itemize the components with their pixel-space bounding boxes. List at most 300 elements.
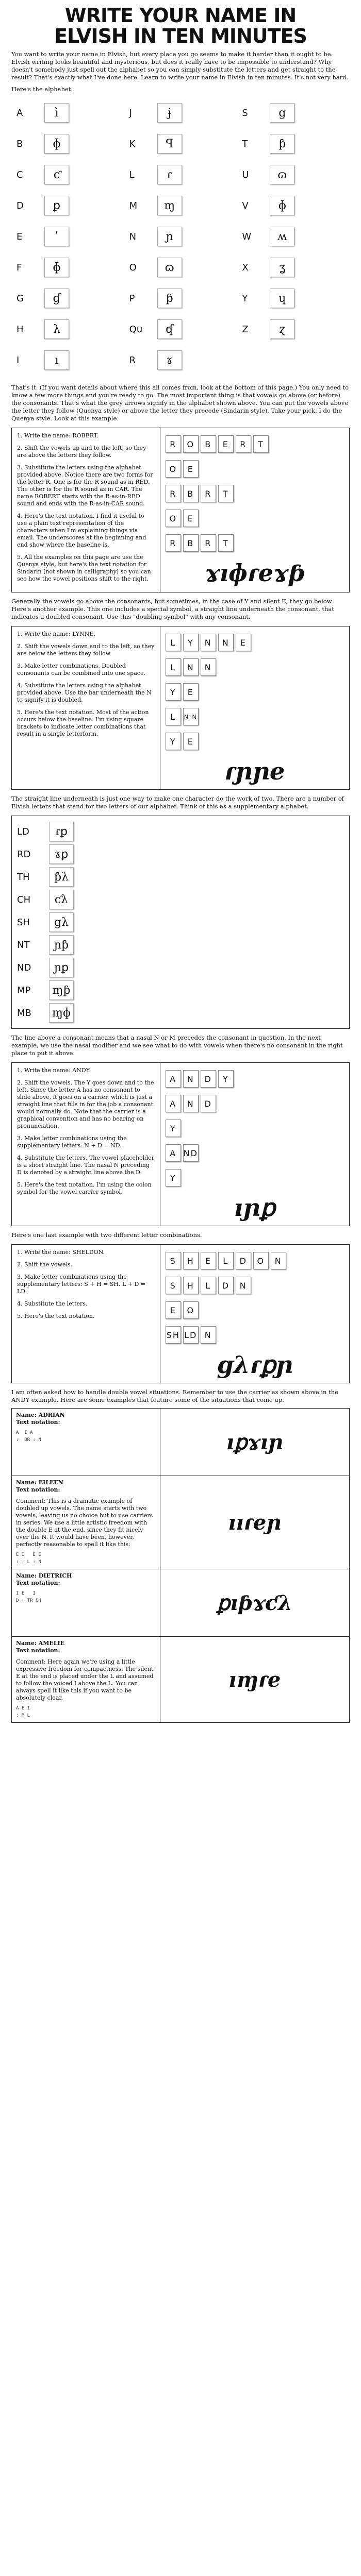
latin-letter: R [129, 354, 136, 366]
alphabet-entry [129, 256, 232, 279]
letter-tile: H [183, 1277, 199, 1294]
alphabet-grid [11, 97, 350, 380]
tengwar-glyph: ʍ [277, 230, 287, 243]
example-steps [12, 1245, 160, 1383]
tengwar-glyph-box [49, 867, 74, 887]
body-paragraph-3: The straight line underneath is just one way to make one character do the work of two. There are a number of Elvish letters that stand for two letters of our alphabet. Think of this as a supplementary alphabet. [11, 795, 344, 810]
tengwar-glyph-box [49, 958, 74, 977]
step: 3. Make letter combinations. Doubled consonants can be combined into one space. [17, 663, 145, 676]
elvish-result: ɾɲɲe [224, 757, 285, 785]
latin-letter: T [242, 138, 248, 149]
case-visual [160, 1637, 349, 1722]
case-notation: A I A : DR : N [16, 1430, 41, 1443]
letter-tile: E [201, 1252, 216, 1269]
tengwar-glyph: ɲƥ [54, 938, 69, 952]
tengwar-glyph-box [157, 196, 182, 215]
tengwar-glyph-box [157, 227, 182, 246]
tengwar-glyph: ɥ [278, 292, 286, 305]
elvish-result: ꝑıƥɤƈλ [217, 1590, 292, 1615]
letter-tile: N [201, 634, 216, 651]
letter-tile: L [166, 708, 181, 725]
letter-tile: T [218, 485, 234, 502]
step: 1. Write the name: SHELDON. [17, 1249, 105, 1256]
letter-tile: L [166, 634, 181, 651]
letter-tile: A [166, 1144, 181, 1162]
alphabet-entry [129, 225, 232, 248]
tengwar-glyph-box [44, 289, 69, 308]
tengwar-glyph-box [44, 196, 69, 215]
step: 4. Substitute the letters. The vowel placeholder is a short straight line. The nasal N preceding D is denoted by a straight line above the D. [17, 1155, 154, 1176]
latin-letter: F [17, 262, 22, 273]
case-visual [160, 1409, 349, 1476]
combo-row [17, 934, 344, 956]
letter-tile: E [166, 1301, 181, 1319]
tengwar-glyph: ı [55, 353, 59, 367]
latin-combo: SH [17, 917, 30, 928]
tengwar-glyph-box [270, 134, 294, 154]
letter-tile: T [253, 435, 269, 453]
case-comment: Comment: Here again we're using a little expressive freedom for compactness. The silent E at the end is placed under the L and assumed to follow the voiced I above the L. You can always spell it like this if you want to be absolutely clear. [16, 1658, 154, 1701]
letter-tile: R [166, 534, 181, 552]
tengwar-glyph-box [157, 134, 182, 154]
tengwar-glyph-box [44, 103, 69, 123]
case-text [12, 1409, 160, 1476]
alphabet-entry [129, 101, 232, 124]
step: 2. Shift the vowels down and to the left, so they are below the letters they follow. [17, 643, 155, 657]
alphabet-entry [17, 318, 119, 341]
tengwar-glyph-box [157, 258, 182, 277]
letter-tile: N [183, 658, 199, 676]
letter-tile: O [166, 510, 181, 527]
tengwar-glyph-box [270, 289, 294, 308]
case-row [11, 1637, 350, 1723]
latin-letter: J [129, 107, 132, 118]
tengwar-glyph: ʠ [166, 323, 174, 336]
alphabet-entry [17, 349, 119, 371]
combo-row [17, 820, 344, 843]
body-paragraph-2: Generally the vowels go above the consonants, but sometimes, in the case of Y and silent E, they go below. Here's another example. This one includes a special symbol, a straight line underneath the consonant, that indicates a doubled consonant. Use this "doubling symbol" with any consonant. [11, 598, 334, 620]
tengwar-glyph: ɸ [53, 137, 61, 150]
alphabet-entry [129, 349, 232, 371]
letter-tile: T [218, 534, 234, 552]
latin-letter: X [242, 262, 249, 273]
step: 3. Make letter combinations using the supplementary letters: S + H = SH. L + D = LD. [17, 1274, 146, 1295]
letter-tile: R [236, 435, 251, 453]
letter-tile: N [183, 1095, 199, 1112]
case-name: Name: DIETRICH [16, 1572, 72, 1579]
elvish-result: ııɾeɲ [228, 1510, 282, 1535]
example-visual [160, 1245, 349, 1383]
tengwar-glyph-box [270, 165, 294, 184]
case-notation: E I E E : : L : N [16, 1552, 41, 1565]
letter-tile: Y [183, 634, 199, 651]
letter-tile: H [183, 1252, 199, 1269]
case-visual [160, 1476, 349, 1569]
step: 3. Substitute the letters using the alphabet provided above. Notice there are two forms for the letter R. One is for the R sound as in RED. The other is for the R sound as in CAR. The name ROBERT starts with the R-as-in-RED sound and ends with the R-as-in-CAR sound. [17, 464, 153, 507]
tengwar-glyph-box [49, 844, 74, 864]
tengwar-glyph-box [157, 103, 182, 123]
elvish-result: ցλɾꝑɲ [216, 1351, 293, 1379]
case-notation: I E I D : TR CH [16, 1591, 41, 1603]
tengwar-glyph-box [49, 912, 74, 932]
latin-combo: MP [17, 985, 31, 996]
latin-letter: E [17, 231, 23, 242]
tengwar-glyph: λ [53, 323, 60, 336]
letter-tile: R [201, 534, 216, 552]
alphabet-entry [129, 318, 232, 341]
letter-tile: Y [166, 683, 181, 701]
tengwar-glyph: ꝑ [53, 199, 60, 212]
tengwar-glyph: ɀ [279, 323, 286, 336]
case-name: Name: ADRIAN [16, 1412, 65, 1418]
tengwar-glyph: ƥ [166, 292, 173, 305]
case-row [11, 1476, 350, 1569]
tile-row [166, 634, 344, 651]
tengwar-glyph: ցλ [54, 916, 69, 929]
tengwar-glyph: ɱɸ [52, 1006, 71, 1020]
body-paragraph-5: Here's one last example with two different letter combinations. [11, 1231, 202, 1239]
combo-row [17, 866, 344, 888]
step: 5. Here's the text notation. I'm using the colon symbol for the vowel carrier symbol. [17, 1181, 152, 1195]
latin-letter: Z [242, 324, 249, 335]
tengwar-glyph: ì [55, 106, 59, 120]
title-line-1: WRITE YOUR NAME IN [64, 4, 297, 27]
step: 5. Here's the text notation. Most of the action occurs below the baseline. I'm using square brackets to indicate letter combinations that result in a single letterform. [17, 709, 149, 737]
latin-letter: M [129, 200, 138, 211]
letter-tile: SH [166, 1326, 181, 1344]
letter-tile: O [166, 460, 181, 478]
tengwar-glyph-box [44, 227, 69, 246]
tengwar-glyph-box [44, 319, 69, 339]
letter-tile: O [183, 1301, 199, 1319]
case-notation-label: Text notation: [16, 1580, 60, 1586]
alphabet-entry [242, 287, 344, 310]
case-row [11, 1569, 350, 1637]
tengwar-glyph: ɲ [166, 230, 173, 243]
step: 4. Substitute the letters. [17, 1300, 88, 1307]
tengwar-glyph: ɷ [277, 168, 287, 181]
tengwar-glyph: ɷ [165, 261, 174, 274]
body-paragraph-1: That's it. (If you want details about where this all comes from, look at the bottom of this page.) You only need to know a few more things and you're ready to go. The most important thing is that vowels go above (or before) the consonants. That's what the grey arrows signify in the alphabet shown above. You can put the vowels above the letter they follow (Quenya style) or above the letter they precede (Sindarin style). Take your pick. I do the Quenya style. Look at this example. [11, 384, 349, 422]
tengwar-glyph-box [157, 350, 182, 370]
supplementary-alphabet [11, 816, 350, 1029]
tile-row [166, 435, 344, 453]
example-visual [160, 626, 349, 789]
case-text [12, 1569, 160, 1636]
alphabet-lead: Here's the alphabet. [11, 86, 73, 93]
body-paragraph-6: I am often asked how to handle double vowel situations. Remember to use the carrier as shown above in the ANDY example. Here are some examples that feature some of the situations that come up. [11, 1388, 338, 1403]
letter-tile: L [166, 658, 181, 676]
latin-letter: N [129, 231, 137, 242]
letter-tile: N N [183, 708, 199, 725]
letter-tile: S [166, 1252, 181, 1269]
tile-row [166, 460, 344, 478]
tengwar-glyph-box [157, 165, 182, 184]
letter-tile: B [201, 435, 216, 453]
example-steps [12, 428, 160, 592]
letter-tile: E [183, 733, 199, 750]
letter-tile: E [183, 683, 199, 701]
letter-tile: N [201, 658, 216, 676]
tengwar-glyph-box [44, 350, 69, 370]
tengwar-glyph: ɱ [164, 199, 175, 212]
case-name: Name: AMELIE [16, 1640, 65, 1647]
step: 2. Shift the vowels up and to the left, so they are above the letters they follow. [17, 445, 146, 459]
letter-tile: R [201, 485, 216, 502]
tile-row [166, 683, 344, 701]
tengwar-glyph-box [49, 822, 74, 841]
tile-row [166, 1169, 344, 1187]
step: 1. Write the name: ANDY. [17, 1067, 91, 1074]
step: 5. Here's the text notation. [17, 1313, 95, 1319]
tile-row [166, 658, 344, 676]
letter-tile: ND [183, 1144, 199, 1162]
combo-row [17, 843, 344, 866]
tile-row [166, 1301, 344, 1319]
elvish-result: ıɲꝑ [234, 1194, 275, 1222]
tengwar-glyph: ƥ [278, 137, 286, 150]
alphabet-entry [17, 132, 119, 155]
latin-combo: TH [17, 871, 30, 883]
tengwar-glyph: ɾ [167, 168, 172, 181]
latin-letter: V [242, 200, 249, 211]
letter-tile: Y [166, 1120, 181, 1137]
tile-row [166, 1144, 344, 1162]
latin-letter: H [17, 324, 24, 335]
case-comment: Comment: This is a dramatic example of doubled up vowels. The name starts with two vowels, leaving us no choice but to use carriers in series. We use a little artistic freedom with the double E at the end, since they fit nicely over the N. It would have been, however, perfectly reasonable to spell it like this: [16, 1498, 153, 1548]
combo-row [17, 888, 344, 911]
letter-tile: D [218, 1277, 234, 1294]
latin-letter: U [242, 169, 249, 180]
letter-tile: D [201, 1095, 216, 1112]
tengwar-glyph-box [157, 289, 182, 308]
case-notation-label: Text notation: [16, 1486, 60, 1493]
letter-tile: E [218, 435, 234, 453]
latin-combo: ND [17, 962, 31, 973]
letter-tile: R [166, 435, 181, 453]
alphabet-entry [242, 318, 344, 341]
alphabet-entry [17, 101, 119, 124]
latin-letter: S [242, 107, 248, 118]
tile-row [166, 1252, 344, 1269]
tile-row [166, 534, 344, 552]
letter-tile: N [236, 1277, 251, 1294]
tengwar-glyph: ɲꝑ [54, 961, 69, 974]
latin-letter: Qu [129, 324, 143, 335]
example-robert [11, 428, 350, 592]
tile-row [166, 1095, 344, 1112]
case-text [12, 1637, 160, 1722]
tile-row [166, 708, 344, 725]
tile-row [166, 1326, 344, 1344]
letter-tile: A [166, 1070, 181, 1088]
tengwar-glyph: ɉ [168, 106, 172, 120]
tengwar-glyph-box [44, 258, 69, 277]
tengwar-glyph: ց [278, 106, 286, 120]
alphabet-entry [17, 163, 119, 186]
alphabet-entry [17, 287, 119, 310]
alphabet-entry [242, 101, 344, 124]
example-lynne [11, 626, 350, 790]
combo-row [17, 911, 344, 934]
step: 1. Write the name: ROBERT. [17, 432, 99, 439]
letter-tile: N [183, 1070, 199, 1088]
case-notation-label: Text notation: [16, 1419, 60, 1426]
latin-letter: G [17, 293, 24, 304]
latin-combo: CH [17, 894, 31, 905]
tengwar-glyph-box [157, 319, 182, 339]
alphabet-entry [242, 225, 344, 248]
title-line-2: ELVISH IN TEN MINUTES [54, 25, 307, 47]
tengwar-glyph: ƈ [53, 168, 60, 181]
example-andy [11, 1062, 350, 1226]
tengwar-glyph-box [49, 1003, 74, 1023]
tengwar-glyph: ɸ [278, 199, 286, 212]
example-sheldon [11, 1244, 350, 1383]
alphabet-entry [242, 194, 344, 217]
letter-tile: E [236, 634, 251, 651]
letter-tile: L [218, 1252, 234, 1269]
alphabet-entry [129, 194, 232, 217]
tengwar-glyph-box [49, 890, 74, 909]
alphabet-entry [242, 256, 344, 279]
case-text [12, 1476, 160, 1569]
combo-row [17, 979, 344, 1002]
elvish-result: ɤıɸɾeɤƥ [204, 559, 305, 587]
tengwar-glyph: ʹ [55, 230, 59, 243]
latin-letter: O [129, 262, 137, 273]
step: 4. Substitute the letters using the alphabet provided above. Use the bar underneath the N to signify it is doubled. [17, 682, 152, 703]
tile-row [166, 485, 344, 502]
letter-tile: O [183, 435, 199, 453]
tengwar-glyph-box [270, 196, 294, 215]
letter-tile: R [166, 485, 181, 502]
letter-tile: Y [218, 1070, 234, 1088]
latin-letter: W [242, 231, 252, 242]
latin-letter: D [17, 200, 24, 211]
tengwar-glyph: ɱƥ [52, 984, 71, 997]
tile-row [166, 1120, 344, 1137]
tengwar-glyph-box [270, 319, 294, 339]
letter-tile: D [201, 1070, 216, 1088]
intro-paragraph: You want to write your name in Elvish, but every place you go seems to make it harder than it ought to be. Elvish writing looks beautiful and mysterious, but does it really have to be impossible to understand? Why doesn't somebody just spell out the alphabet so you can simply substitute the letters and get straight to the result? That's exactly what I've done here. Learn to write your name in Elvish in ten minutes. It's not very hard. [11, 50, 349, 81]
tengwar-glyph: ɤꝑ [54, 848, 69, 861]
step: 3. Make letter combinations using the supplementary letters: N + D = ND. [17, 1135, 127, 1149]
letter-tile: N [218, 634, 234, 651]
tile-row [166, 1070, 344, 1088]
tile-row [166, 1277, 344, 1294]
latin-letter: A [17, 107, 23, 118]
case-name: Name: EILEEN [16, 1479, 63, 1486]
latin-combo: LD [17, 826, 29, 837]
tengwar-glyph-box [44, 134, 69, 154]
example-steps [12, 1063, 160, 1226]
tengwar-glyph: ꟼ [166, 137, 174, 150]
latin-combo: RD [17, 849, 31, 860]
alphabet-entry [129, 287, 232, 310]
latin-letter: L [129, 169, 135, 180]
tile-row [166, 510, 344, 527]
letter-tile: B [183, 485, 199, 502]
tengwar-glyph: ƈλ [54, 893, 69, 906]
example-visual [160, 1063, 349, 1226]
tengwar-glyph-box [49, 935, 74, 955]
alphabet-entry [242, 349, 344, 371]
letter-tile: Y [166, 1169, 181, 1187]
letter-tile: B [183, 534, 199, 552]
case-notation: A E I : M L [16, 1706, 30, 1718]
alphabet-entry [17, 225, 119, 248]
letter-tile: E [183, 510, 199, 527]
combo-row [17, 1002, 344, 1024]
latin-letter: P [129, 293, 135, 304]
combo-row [17, 956, 344, 979]
letter-tile: E [183, 460, 199, 478]
example-visual [160, 428, 349, 592]
case-notation-label: Text notation: [16, 1647, 60, 1654]
letter-tile: O [253, 1252, 269, 1269]
alphabet-entry [17, 194, 119, 217]
latin-letter: Y [242, 293, 248, 304]
case-visual [160, 1569, 349, 1636]
tengwar-glyph-box [44, 165, 69, 184]
step: 2. Shift the vowels. The Y goes down and to the left. Since the letter A has no consonant to slide above, it goes on a carrier, which is just a straight line that fills in for the job a consonant would normally do. Note that the carrier is a graphical convention and has no bearing on pronunciation. [17, 1079, 154, 1129]
tengwar-glyph-box [270, 258, 294, 277]
letter-tile: LD [183, 1326, 199, 1344]
latin-letter: I [17, 354, 20, 366]
alphabet-entry [129, 132, 232, 155]
tengwar-glyph: ɾꝑ [55, 825, 68, 838]
alphabet-entry [129, 163, 232, 186]
page-title [11, 0, 350, 46]
step: 2. Shift the vowels. [17, 1261, 73, 1268]
tengwar-glyph: ɤ [166, 353, 173, 367]
body-paragraph-4: The line above a consonant means that a nasal N or M precedes the consonant in question. In the next example, we use the nasal modifier and we see what to do with vowels when there's no consonant in the right place to put it above. [11, 1034, 343, 1057]
alphabet-entry [242, 132, 344, 155]
step: 1. Write the name: LYNNE. [17, 631, 95, 637]
latin-letter: C [17, 169, 23, 180]
case-row [11, 1408, 350, 1476]
example-steps [12, 626, 160, 789]
tile-row [166, 733, 344, 750]
tengwar-glyph: ɸ [53, 261, 61, 274]
elvish-result: ıɱɾe [228, 1667, 281, 1692]
letter-tile: N [201, 1326, 216, 1344]
step: 5. All the examples on this page are use the Quenya style, but here's the text notation for Sindarin (not shown in calligraphy) so you can see how the vowel positions shift to the right. [17, 554, 151, 582]
step: 4. Here's the text notation. I find it useful to use a plain text representation of the characters when I'm explaining things via email. The underscores at the beginning and end show where the baseline is. [17, 513, 146, 548]
latin-letter: K [129, 138, 136, 149]
letter-tile: N [271, 1252, 286, 1269]
letter-tile: S [166, 1277, 181, 1294]
elvish-result: ıꝑɤıɲ [226, 1430, 283, 1454]
tengwar-glyph: ɠ [53, 292, 61, 305]
letter-tile: D [236, 1252, 251, 1269]
tengwar-glyph-box [270, 227, 294, 246]
tengwar-glyph-box [270, 103, 294, 123]
alphabet-entry [242, 163, 344, 186]
tengwar-glyph: ʓ [279, 261, 286, 274]
alphabet-entry [17, 256, 119, 279]
double-vowel-cases [11, 1408, 350, 1723]
letter-tile: L [201, 1277, 216, 1294]
latin-combo: MB [17, 1007, 31, 1019]
letter-tile: A [166, 1095, 181, 1112]
letter-tile: Y [166, 733, 181, 750]
tengwar-glyph: ƥλ [54, 870, 69, 884]
latin-combo: NT [17, 939, 30, 951]
latin-letter: B [17, 138, 23, 149]
tengwar-glyph-box [49, 980, 74, 1000]
